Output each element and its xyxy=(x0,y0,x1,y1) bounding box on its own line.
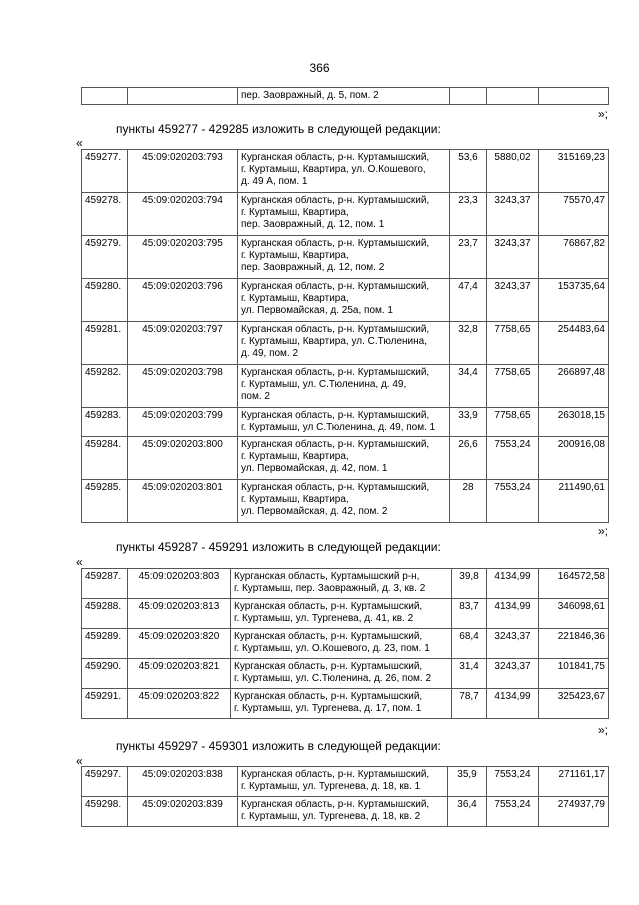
table-row xyxy=(82,88,609,105)
cell-id: 459287. xyxy=(82,569,128,599)
table-row xyxy=(82,236,609,279)
table-row xyxy=(82,480,609,523)
cell-cadastre: 45:09:020203:793 xyxy=(128,150,238,193)
cell-area: 23,7 xyxy=(450,236,487,279)
cell-area: 53,6 xyxy=(450,150,487,193)
cell-address: Курганская область, р-н. Куртамышский, г. Куртамыш, Квартира, ул. Первомайская, д. 42, пом. 1 xyxy=(238,437,450,480)
cell-cadastre xyxy=(128,88,238,105)
cell-total: 101841,75 xyxy=(539,659,609,689)
table-row xyxy=(82,599,609,629)
cell-price: 5880,02 xyxy=(487,150,539,193)
section-table xyxy=(81,149,609,523)
cell-address: Курганская область, р-н. Куртамышский, г. Куртамыш, Квартира, ул. С.Тюленина, д. 49, пом. 2 xyxy=(238,322,450,365)
table-row xyxy=(82,797,609,827)
cell-id: 459282. xyxy=(82,365,128,408)
cell-address: Курганская область, р-н. Куртамышский, г. Куртамыш, Квартира, ул. О.Кошевого, д. 49 А, пом. 1 xyxy=(238,150,450,193)
table-row xyxy=(82,150,609,193)
cell-price: 3243,37 xyxy=(487,629,539,659)
cell-price: 3243,37 xyxy=(487,193,539,236)
cell-address: Курганская область, р-н. Куртамышский, г. Куртамыш, ул. С.Тюленина, д. 49, пом. 2 xyxy=(238,365,450,408)
cell-total: 346098,61 xyxy=(539,599,609,629)
cell-area: 83,7 xyxy=(452,599,487,629)
cell-address: пер. Заовражный, д. 5, пом. 2 xyxy=(238,88,450,105)
cell-total: 263018,15 xyxy=(539,408,609,437)
cell-total: 271161,17 xyxy=(539,767,609,797)
cell-area: 23,3 xyxy=(450,193,487,236)
cell-area: 35,9 xyxy=(448,767,487,797)
cell-id: 459290. xyxy=(82,659,128,689)
cell-address: Курганская область, р-н. Куртамышский, г. Куртамыш, Квартира, пер. Заовражный, д. 12, пом. 2 xyxy=(238,236,450,279)
cell-cadastre: 45:09:020203:821 xyxy=(128,659,231,689)
section-table xyxy=(81,568,609,719)
opening-quote: « xyxy=(76,754,83,768)
cell-address: Курганская область, р-н. Куртамышский, г. Куртамыш, ул. С.Тюленина, д. 26, пом. 2 xyxy=(231,659,452,689)
cell-price: 4134,99 xyxy=(487,689,539,719)
cell-area: 78,7 xyxy=(452,689,487,719)
cell-price: 7758,65 xyxy=(487,322,539,365)
cell-total: 76867,82 xyxy=(539,236,609,279)
cell-id: 459288. xyxy=(82,599,128,629)
cell-total: 211490,61 xyxy=(539,480,609,523)
cell-address: Курганская область, Куртамышский р-н, г. Куртамыш, пер. Заовражный, д. 3, кв. 2 xyxy=(231,569,452,599)
cell-price: 3243,37 xyxy=(487,279,539,322)
cell-id: 459297. xyxy=(82,767,128,797)
cell-total: 75570,47 xyxy=(539,193,609,236)
table-row xyxy=(82,279,609,322)
cell-price: 4134,99 xyxy=(487,599,539,629)
cell-area: 47,4 xyxy=(450,279,487,322)
table-row xyxy=(82,659,609,689)
cell-cadastre: 45:09:020203:838 xyxy=(128,767,238,797)
cell-cadastre: 45:09:020203:801 xyxy=(128,480,238,523)
opening-quote: « xyxy=(76,136,83,150)
cell-area xyxy=(450,88,487,105)
cell-address: Курганская область, р-н. Куртамышский, г. Куртамыш, Квартира, пер. Заовражный, д. 12, пом. 1 xyxy=(238,193,450,236)
table-row xyxy=(82,408,609,437)
table-row xyxy=(82,193,609,236)
cell-id: 459278. xyxy=(82,193,128,236)
cell-id: 459281. xyxy=(82,322,128,365)
cell-cadastre: 45:09:020203:797 xyxy=(128,322,238,365)
opening-quote: « xyxy=(76,555,83,569)
cell-cadastre: 45:09:020203:799 xyxy=(128,408,238,437)
cell-area: 36,4 xyxy=(448,797,487,827)
cell-id: 459279. xyxy=(82,236,128,279)
cell-address: Курганская область, р-н. Куртамышский, г. Куртамыш, Квартира, ул. Первомайская, д. 25а, пом. 1 xyxy=(238,279,450,322)
cell-address: Курганская область, р-н. Куртамышский, г. Куртамыш, ул. Тургенева, д. 18, кв. 1 xyxy=(238,767,448,797)
table-row xyxy=(82,767,609,797)
table-row xyxy=(82,437,609,480)
cell-cadastre: 45:09:020203:820 xyxy=(128,629,231,659)
cell-price: 3243,37 xyxy=(487,236,539,279)
cell-id: 459285. xyxy=(82,480,128,523)
cell-total: 164572,58 xyxy=(539,569,609,599)
cell-id: 459284. xyxy=(82,437,128,480)
section-instruction: пункты 459287 - 459291 изложить в следующей редакции: xyxy=(116,540,441,554)
cell-price: 3243,37 xyxy=(487,659,539,689)
cell-area: 34,4 xyxy=(450,365,487,408)
cell-total: 325423,67 xyxy=(539,689,609,719)
cell-cadastre: 45:09:020203:822 xyxy=(128,689,231,719)
cell-address: Курганская область, р-н. Куртамышский, г. Куртамыш, ул. О.Кошевого, д. 23, пом. 1 xyxy=(231,629,452,659)
cell-id: 459298. xyxy=(82,797,128,827)
table-row xyxy=(82,689,609,719)
cell-area: 28 xyxy=(450,480,487,523)
cell-cadastre: 45:09:020203:794 xyxy=(128,193,238,236)
cell-price: 7553,24 xyxy=(487,797,539,827)
section-instruction: пункты 459277 - 429285 изложить в следующей редакции: xyxy=(116,122,441,136)
cell-price: 7553,24 xyxy=(487,480,539,523)
cell-price: 7758,65 xyxy=(487,408,539,437)
cell-address: Курганская область, р-н. Куртамышский, г. Куртамыш, ул С.Тюленина, д. 49, пом. 1 xyxy=(238,408,450,437)
section-instruction: пункты 459297 - 459301 изложить в следующей редакции: xyxy=(116,739,441,753)
cell-area: 68,4 xyxy=(452,629,487,659)
cell-cadastre: 45:09:020203:839 xyxy=(128,797,238,827)
table-row xyxy=(82,322,609,365)
cell-price: 7553,24 xyxy=(487,437,539,480)
cell-id: 459277. xyxy=(82,150,128,193)
cell-id: 459289. xyxy=(82,629,128,659)
cell-area: 39,8 xyxy=(452,569,487,599)
cell-address: Курганская область, р-н. Куртамышский, г. Куртамыш, ул. Тургенева, д. 41, кв. 2 xyxy=(231,599,452,629)
cell-area: 31,4 xyxy=(452,659,487,689)
cell-total: 315169,23 xyxy=(539,150,609,193)
cell-cadastre: 45:09:020203:796 xyxy=(128,279,238,322)
cell-total: 221846,36 xyxy=(539,629,609,659)
cell-address: Курганская область, р-н. Куртамышский, г. Куртамыш, ул. Тургенева, д. 18, кв. 2 xyxy=(238,797,448,827)
cell-price: 7553,24 xyxy=(487,767,539,797)
cell-area: 26,6 xyxy=(450,437,487,480)
cell-total xyxy=(539,88,609,105)
cell-id: 459291. xyxy=(82,689,128,719)
cell-address: Курганская область, р-н. Куртамышский, г. Куртамыш, ул. Тургенева, д. 17, пом. 1 xyxy=(231,689,452,719)
page-number: 366 xyxy=(309,61,330,75)
cell-cadastre: 45:09:020203:813 xyxy=(128,599,231,629)
continuation-table xyxy=(81,87,609,105)
closing-quote: »; xyxy=(597,723,608,737)
cell-area: 33,9 xyxy=(450,408,487,437)
table-row xyxy=(82,569,609,599)
cell-cadastre: 45:09:020203:803 xyxy=(128,569,231,599)
table-row xyxy=(82,365,609,408)
cell-area: 32,8 xyxy=(450,322,487,365)
section-table xyxy=(81,766,609,827)
cell-cadastre: 45:09:020203:795 xyxy=(128,236,238,279)
closing-quote: »; xyxy=(597,107,608,121)
cell-price: 4134,99 xyxy=(487,569,539,599)
cell-id xyxy=(82,88,128,105)
cell-total: 254483,64 xyxy=(539,322,609,365)
cell-id: 459283. xyxy=(82,408,128,437)
cell-total: 153735,64 xyxy=(539,279,609,322)
table-row xyxy=(82,629,609,659)
cell-cadastre: 45:09:020203:798 xyxy=(128,365,238,408)
cell-total: 266897,48 xyxy=(539,365,609,408)
cell-total: 200916,08 xyxy=(539,437,609,480)
closing-quote: »; xyxy=(597,524,608,538)
cell-id: 459280. xyxy=(82,279,128,322)
cell-price xyxy=(487,88,539,105)
cell-cadastre: 45:09:020203:800 xyxy=(128,437,238,480)
cell-address: Курганская область, р-н. Куртамышский, г. Куртамыш, Квартира, ул. Первомайская, д. 42, пом. 2 xyxy=(238,480,450,523)
cell-total: 274937,79 xyxy=(539,797,609,827)
cell-price: 7758,65 xyxy=(487,365,539,408)
